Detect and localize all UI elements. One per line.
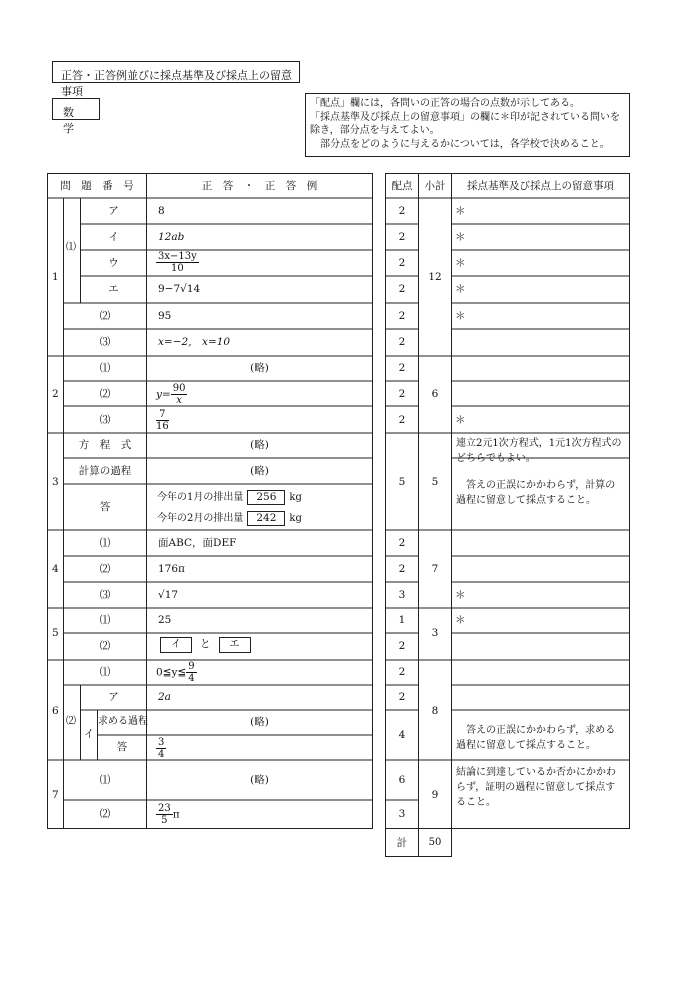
q5-sub2-points: 2: [398, 640, 406, 652]
q1-sub3-points: 2: [398, 336, 406, 348]
q4-sub1-points: 2: [398, 537, 406, 549]
q2-sub2-numerator: 90: [172, 383, 186, 394]
q3-feb-line: [157, 511, 302, 526]
q4-sub3-star: ＊: [455, 589, 466, 601]
q5-sub2-label: ⑵: [99, 640, 111, 652]
note-line-3: 除き，部分点を与えてよい。: [310, 125, 440, 136]
q4-sub3-answer: √17: [158, 589, 179, 601]
q6-sub1-answer: [156, 661, 197, 684]
q3-note-equation: 連立2元1次方程式，1元1次方程式のどちらでもよい。: [456, 438, 622, 464]
q1-u-label: ウ: [108, 257, 119, 269]
q1-sub1-label: ⑴: [66, 242, 76, 253]
q1-u-star: ＊: [455, 257, 466, 269]
q1-e-answer: 9−7√14: [158, 283, 201, 295]
q4-number: 4: [52, 563, 59, 575]
note-line-4: 部分点をどのように与えるかについては，各学校で決めること。: [310, 138, 610, 150]
q4-sub1-label: ⑴: [99, 537, 111, 549]
q2-sub3-numerator: 7: [156, 409, 169, 421]
q1-a-label: ア: [108, 205, 119, 217]
q1-i-star: ＊: [455, 231, 466, 243]
page-title: 正答・正答例並びに採点基準及び採点上の留意事項: [52, 61, 300, 83]
q2-sub1-answer: (略): [250, 362, 269, 374]
col-header-subtotal: 小計: [424, 180, 446, 192]
q2-sub1-points: 2: [398, 362, 406, 374]
q3-jan-unit: kg: [289, 492, 302, 503]
q5-sub2-answer: [152, 637, 259, 653]
q1-e-label: エ: [108, 283, 119, 295]
q5-sub1-label: ⑴: [99, 614, 111, 626]
col-header-points: 配点: [391, 180, 413, 192]
q6-i-points: 4: [398, 729, 406, 741]
q3-jan-value: 256: [247, 490, 285, 505]
total-value: 50: [428, 837, 442, 848]
q6-a-points: 2: [398, 691, 406, 703]
q5-subtotal: 3: [431, 627, 439, 639]
col-header-number: 問 題 番 号: [60, 180, 134, 192]
q7-note: 結論に到達しているか否かにかかわらず，証明の過程に留意して採点すること。: [456, 767, 616, 808]
q2-sub3-answer: [156, 409, 169, 432]
q6-number: 6: [52, 705, 59, 717]
q1-e-points: 2: [398, 283, 406, 295]
q6-note: 答えの正誤にかかわらず，求める過程に留意して採点すること。: [456, 725, 616, 751]
q6-sub1-prefix: 0≦y≦: [156, 666, 187, 679]
q1-a-points: 2: [398, 205, 406, 217]
q2-sub2-prefix: y=: [156, 388, 171, 401]
q3-subtotal: 5: [431, 476, 439, 488]
q5-choice-2: エ: [219, 637, 251, 653]
q2-sub3-star: ＊: [455, 414, 466, 426]
q4-sub2-answer: 176π: [158, 563, 185, 575]
q5-number: 5: [52, 627, 59, 639]
q7-sub2-label: ⑵: [99, 808, 111, 820]
q3-row-equation-answer: (略): [250, 439, 269, 451]
total-label: 計: [396, 837, 408, 849]
q6-i-numerator: 3: [158, 737, 165, 748]
q4-sub3-label: ⑶: [99, 589, 111, 601]
q7-number: 7: [52, 789, 59, 801]
q2-sub2-denominator: x: [176, 395, 182, 406]
q5-and: と: [200, 638, 211, 650]
q4-sub1-answer: 面ABC，面DEF: [158, 537, 237, 549]
q1-e-star: ＊: [455, 283, 466, 295]
q1-u-answer: [156, 251, 199, 274]
q1-sub2-label: ⑵: [99, 310, 111, 322]
q2-sub1-label: ⑴: [99, 362, 111, 374]
q1-sub2-points: 2: [398, 310, 406, 322]
q3-row-process-label: 計算の過程: [78, 465, 132, 477]
subject-label: 数学: [52, 98, 100, 120]
q2-sub2-answer: [156, 383, 187, 406]
q2-sub3-points: 2: [398, 414, 406, 426]
q3-feb-value: 242: [247, 511, 285, 526]
q3-feb-text: 今年の2月の排出量: [157, 513, 244, 524]
q2-sub2-label: ⑵: [99, 388, 111, 400]
q5-sub1-points: 1: [398, 614, 406, 626]
q1-u-numerator: 3x−13y: [158, 251, 197, 262]
col-header-criteria: 採点基準及び採点上の留意事項: [467, 180, 614, 192]
q5-sub1-star: ＊: [455, 614, 466, 626]
q4-sub2-label: ⑵: [99, 563, 111, 575]
q1-sub3-answer: x=−2, x=10: [158, 336, 231, 348]
q2-sub2-points: 2: [398, 388, 406, 400]
q4-sub2-points: 2: [398, 563, 406, 575]
note-line-1: 「配点」欄には，各問いの正答の場合の点数が示してある。: [310, 98, 580, 109]
q6-i-label: イ: [83, 728, 95, 740]
q1-i-answer: 12ab: [158, 231, 185, 243]
q6-sub2-label: ⑵: [66, 716, 76, 727]
q1-subtotal: 12: [428, 271, 442, 283]
q7-sub1-points: 6: [398, 774, 406, 786]
q1-i-points: 2: [398, 231, 406, 243]
q4-sub3-points: 3: [398, 589, 406, 601]
q1-sub2-answer: 95: [158, 310, 172, 322]
q2-number: 2: [52, 388, 59, 400]
q3-feb-unit: kg: [289, 513, 302, 524]
q6-sub1-denominator: 4: [188, 673, 195, 684]
q3-row-process-answer: (略): [250, 465, 269, 477]
q2-sub3-label: ⑶: [99, 414, 111, 426]
q6-i-answer: [156, 737, 166, 760]
q3-number: 3: [52, 476, 59, 488]
q6-a-label: ア: [108, 691, 119, 703]
q3-row-answer-label: 答: [99, 501, 111, 513]
q7-sub1-label: ⑴: [99, 774, 111, 786]
q1-u-denominator: 10: [171, 263, 184, 274]
q7-sub2-points: 3: [398, 808, 406, 820]
q1-a-answer: 8: [158, 205, 165, 217]
q1-sub3-label: ⑶: [99, 336, 111, 348]
q6-i-row-process-answer: (略): [250, 716, 269, 728]
q6-i-row-process-label: 求める過程: [98, 716, 148, 727]
q3-jan-text: 今年の1月の排出量: [157, 492, 244, 503]
q7-sub2-answer: [156, 803, 180, 826]
q5-sub1-answer: 25: [158, 614, 172, 626]
q6-a-answer: 2a: [158, 691, 171, 703]
q1-u-points: 2: [398, 257, 406, 269]
q7-sub1-answer: (略): [250, 774, 269, 786]
q3-jan-line: [157, 490, 302, 505]
q2-subtotal: 6: [431, 388, 439, 400]
q5-choice-1: イ: [160, 637, 192, 653]
q6-sub1-numerator: 9: [188, 661, 195, 672]
q7-sub2-numerator: 23: [158, 803, 171, 814]
q4-subtotal: 7: [431, 563, 439, 575]
q3-row-equation-label: 方 程 式: [78, 439, 132, 451]
q1-i-label: イ: [108, 231, 119, 243]
q1-sub2-star: ＊: [455, 310, 466, 322]
col-header-answer: 正 答 ・ 正 答 例: [201, 180, 318, 192]
note-line-2: 「採点基準及び採点上の留意事項」の欄に＊印が記されている問いを: [310, 111, 620, 123]
q6-i-row-answer-label: 答: [116, 741, 128, 753]
q6-subtotal: 8: [431, 705, 439, 717]
q1-number: 1: [52, 271, 59, 283]
q1-a-star: ＊: [455, 205, 466, 217]
q2-sub3-denominator: 16: [156, 421, 169, 432]
q6-sub1-points: 2: [398, 666, 406, 678]
q3-note-process: 答えの正誤にかかわらず，計算の過程に留意して採点すること。: [456, 480, 616, 506]
q7-sub2-pi: π: [172, 808, 180, 821]
q7-subtotal: 9: [431, 789, 439, 801]
q7-sub2-denominator: 5: [161, 815, 168, 826]
q3-points: 5: [398, 476, 406, 488]
q6-sub1-label: ⑴: [99, 666, 111, 678]
q6-i-denominator: 4: [158, 749, 165, 760]
